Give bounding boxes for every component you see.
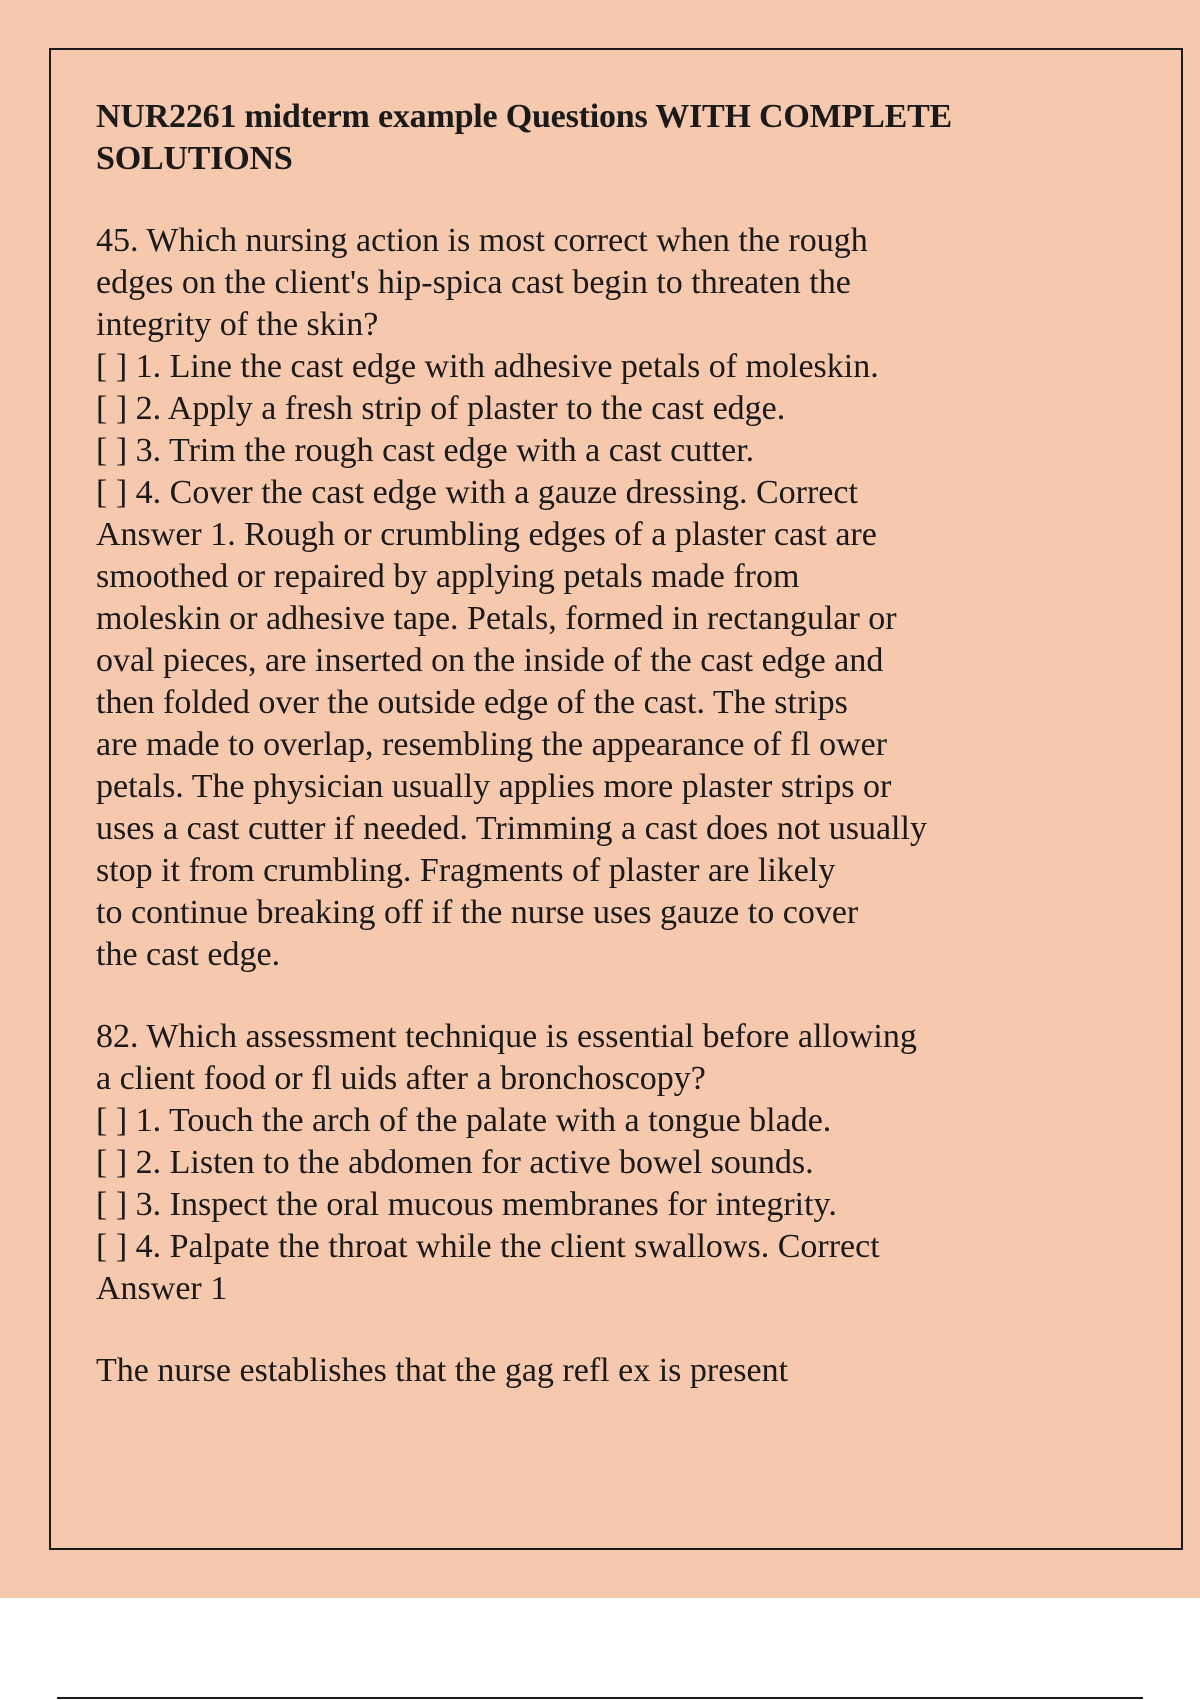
question-82: 82. Which assessment technique is essential before allowing a client food or fl uids after a bronchoscopy? [ ] 1. Touch the arch of the palate with a tongue blade. [ ] 2. Listen to the abdomen for active bowel sounds. [ ] 3. Inspect the oral mucous membranes for integrity. [ ] 4. Palpate the throat while the client swallows. Correct Answer 1 (96, 1018, 917, 1307)
document-title: NUR2261 midterm example Questions WITH COMPLETE SOLUTIONS (96, 98, 953, 177)
footer-divider (57, 1697, 1143, 1699)
document-content (96, 96, 1056, 1392)
question-45: 45. Which nursing action is most correct when the rough edges on the client's hip-spica cast begin to threaten the integrity of the skin? [ ] 1. Line the cast edge with adhesive petals of moleskin. [ ] 2. Apply a fresh strip of plaster to the cast edge. [ ] 3. Trim the rough cast edge with a cast cutter. [ ] 4. Cover the cast edge with a gauze dressing. Correct Answer 1. Rough or crumbling edges of a plaster cast are smoothed or repaired by applying petals made from moleskin or adhesive tape. Petals, formed in rectangular or oval pieces, are inserted on the inside of the cast edge and then folded over the outside edge of the cast. The strips are made to overlap, resembling the appearance of fl ower petals. The physician usually applies more plaster strips or uses a cast cutter if needed. Trimming a cast does not usually stop it from crumbling. Fragments of plaster are likely to continue breaking off if the nurse uses gauze to cover the cast edge. (96, 222, 927, 973)
closing-note: The nurse establishes that the gag refl ex is present (96, 1352, 789, 1389)
